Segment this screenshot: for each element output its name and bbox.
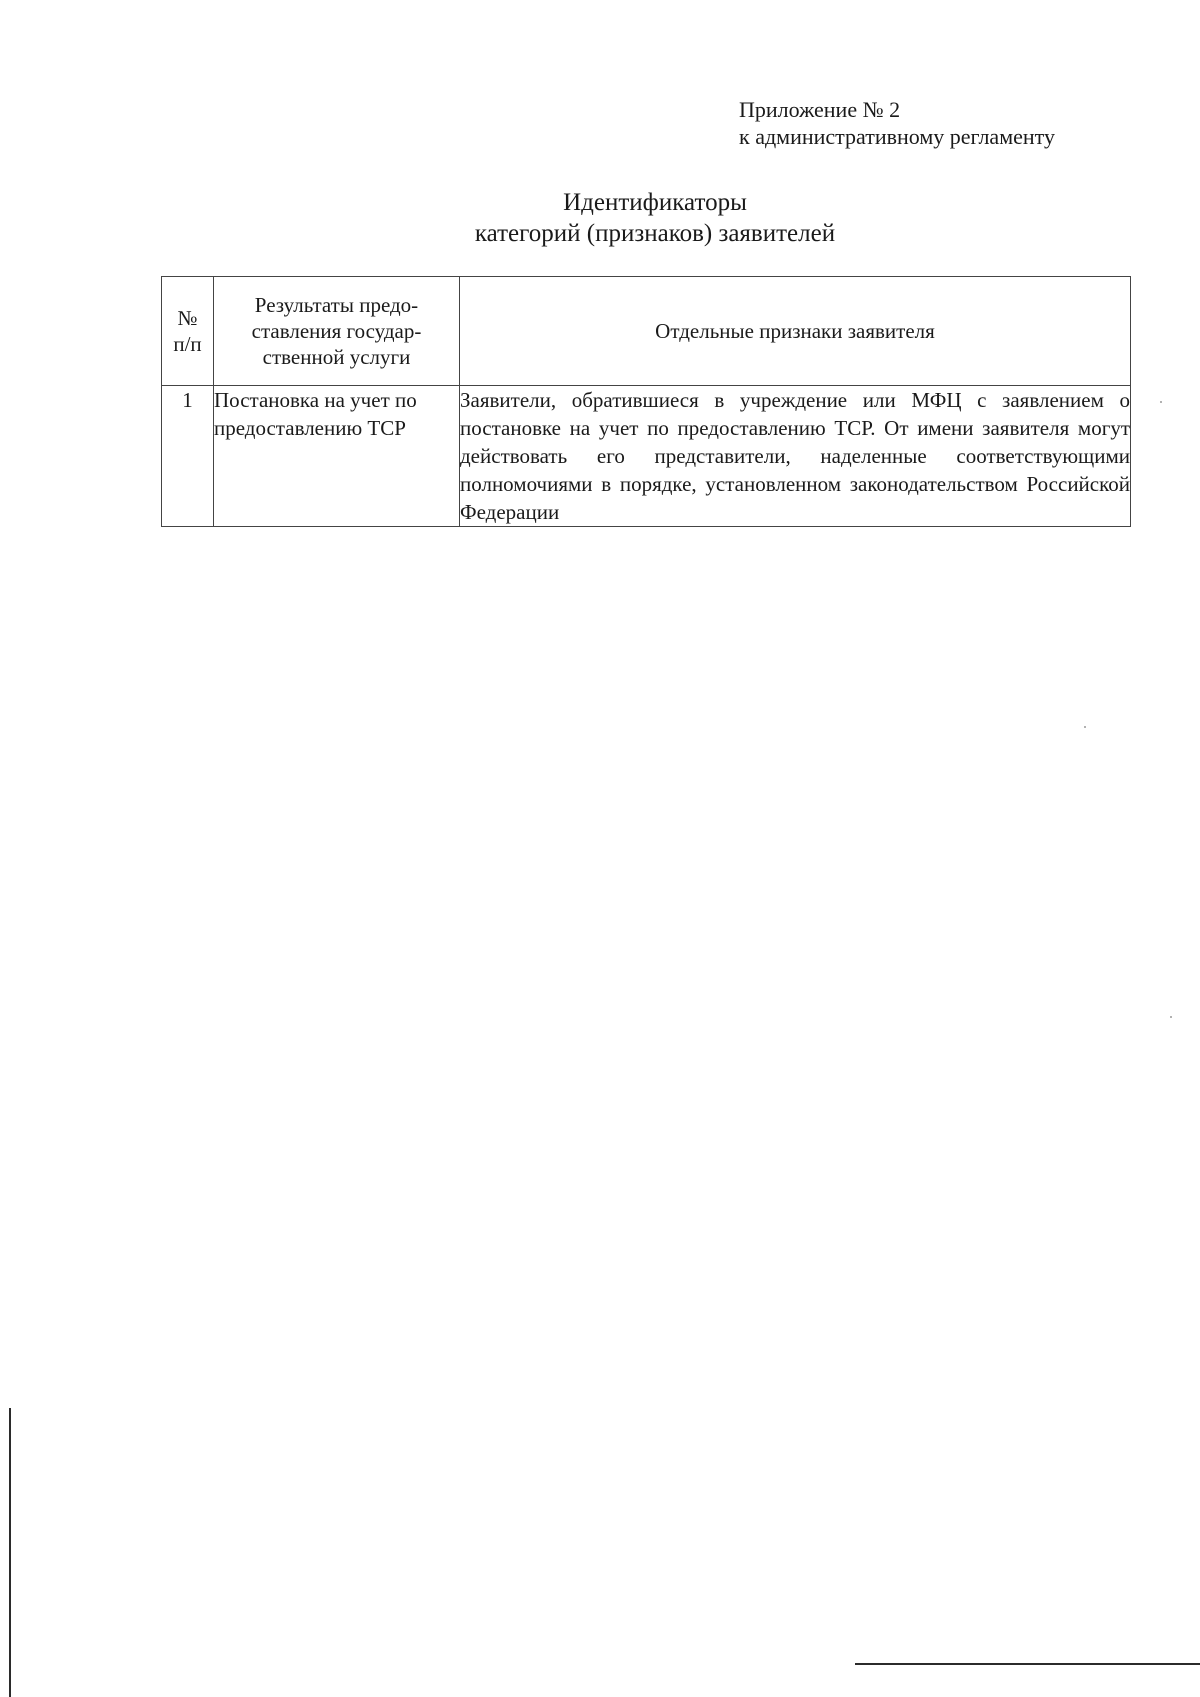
scan-speck: [1160, 401, 1162, 403]
header-signs: Отдельные признаки заявителя: [460, 277, 1131, 386]
row-number: 1: [162, 386, 214, 527]
title-line-2: категорий (признаков) заявителей: [474, 220, 836, 247]
table-row: [162, 386, 1131, 527]
scan-edge-line-bottom: [855, 1663, 1200, 1665]
header-number-symbol: №: [177, 306, 198, 330]
row-result: Постановка на учет по предоставлению ТСР: [214, 386, 460, 527]
appendix-reference: к административному регламенту: [739, 124, 1055, 149]
document-title: [0, 187, 1200, 249]
appendix-header: [739, 96, 1055, 150]
table-header-row: [162, 277, 1131, 386]
header-results-line-2: ставления государ-: [251, 319, 422, 343]
identifiers-table: [161, 276, 1131, 527]
title-line-1: Идентификаторы: [563, 189, 747, 216]
header-number: [162, 277, 214, 386]
row-signs: Заявители, обратившиеся в учреждение или МФЦ с заявлением о постановке на учет по предоставлению ТСР. От имени заявителя могут действовать его представители, наделенные соответствующими полномочиями в порядке, установленном законодательством Российской Федерации: [460, 386, 1131, 527]
header-results: [214, 277, 460, 386]
scan-edge-line-left: [9, 1408, 11, 1697]
scan-speck: [1084, 726, 1086, 728]
header-results-line-3: ственной услуги: [262, 345, 411, 369]
header-number-pp: п/п: [173, 332, 202, 356]
scan-speck: [1170, 1016, 1172, 1018]
appendix-number: Приложение № 2: [739, 97, 901, 122]
header-results-line-1: Результаты предо-: [254, 293, 419, 317]
